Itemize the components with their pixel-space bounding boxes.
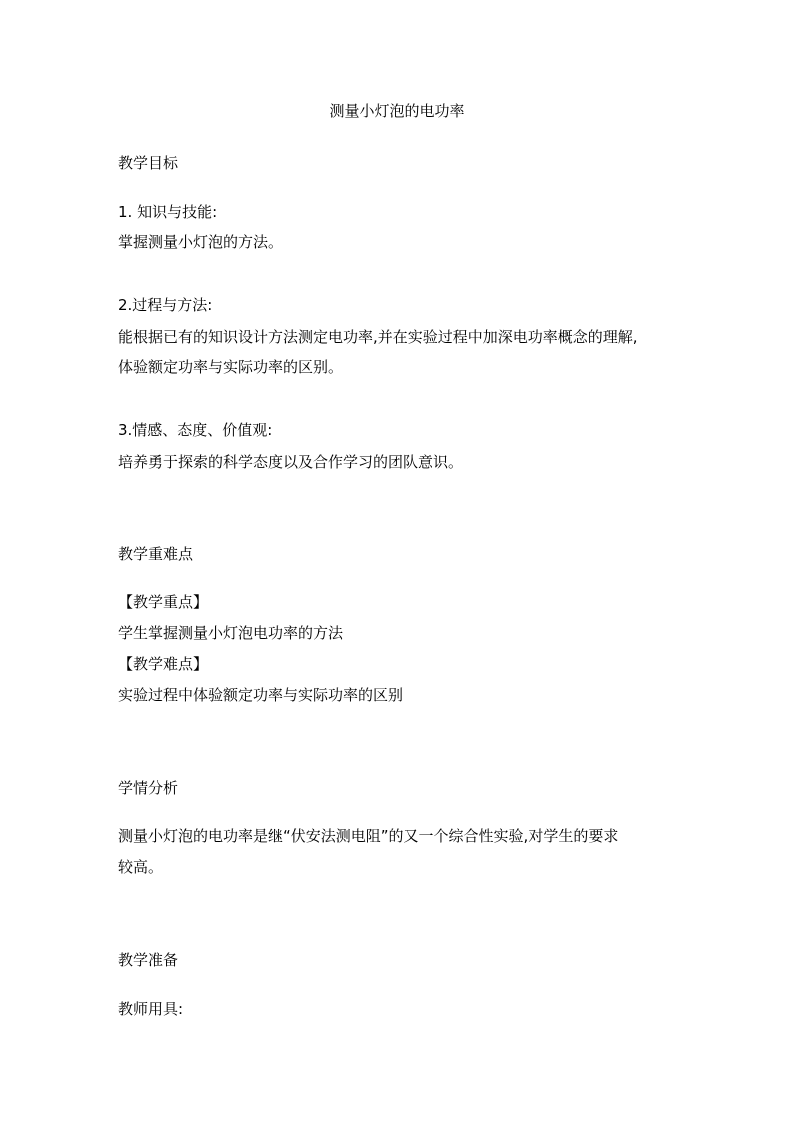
- difficulty-label: 【教学难点】: [118, 655, 209, 673]
- focus-label: 【教学重点】: [118, 593, 209, 611]
- objective-3-text: 培养勇于探索的科学态度以及合作学习的团队意识。: [118, 453, 464, 471]
- document-title: 测量小灯泡的电功率: [329, 102, 465, 120]
- preparation-heading: 教学准备: [118, 951, 179, 969]
- objective-2-text-line-1: 能根据已有的知识设计方法测定电功率,并在实验过程中加深电功率概念的理解,: [118, 328, 638, 346]
- objectives-heading: 教学目标: [118, 154, 179, 172]
- analysis-heading: 学情分析: [118, 779, 179, 797]
- difficulty-text: 实验过程中体验额定功率与实际功率的区别: [118, 686, 404, 704]
- objective-1-text: 掌握测量小灯泡的方法。: [118, 233, 284, 251]
- focus-text: 学生掌握测量小灯泡电功率的方法: [118, 624, 344, 642]
- key-points-heading: 教学重难点: [118, 545, 194, 563]
- objective-3-label: 3.情感、态度、价值观:: [118, 421, 273, 439]
- objective-2-label: 2.过程与方法:: [118, 296, 213, 314]
- objective-2-text-line-2: 体验额定功率与实际功率的区别。: [118, 358, 344, 376]
- teacher-tools-label: 教师用具:: [118, 1000, 184, 1018]
- objective-1-label: 1. 知识与技能:: [118, 203, 218, 221]
- analysis-text-line-1: 测量小灯泡的电功率是继“伏安法测电阻”的又一个综合性实验,对学生的要求: [118, 827, 619, 845]
- analysis-text-line-2: 较高。: [118, 858, 164, 876]
